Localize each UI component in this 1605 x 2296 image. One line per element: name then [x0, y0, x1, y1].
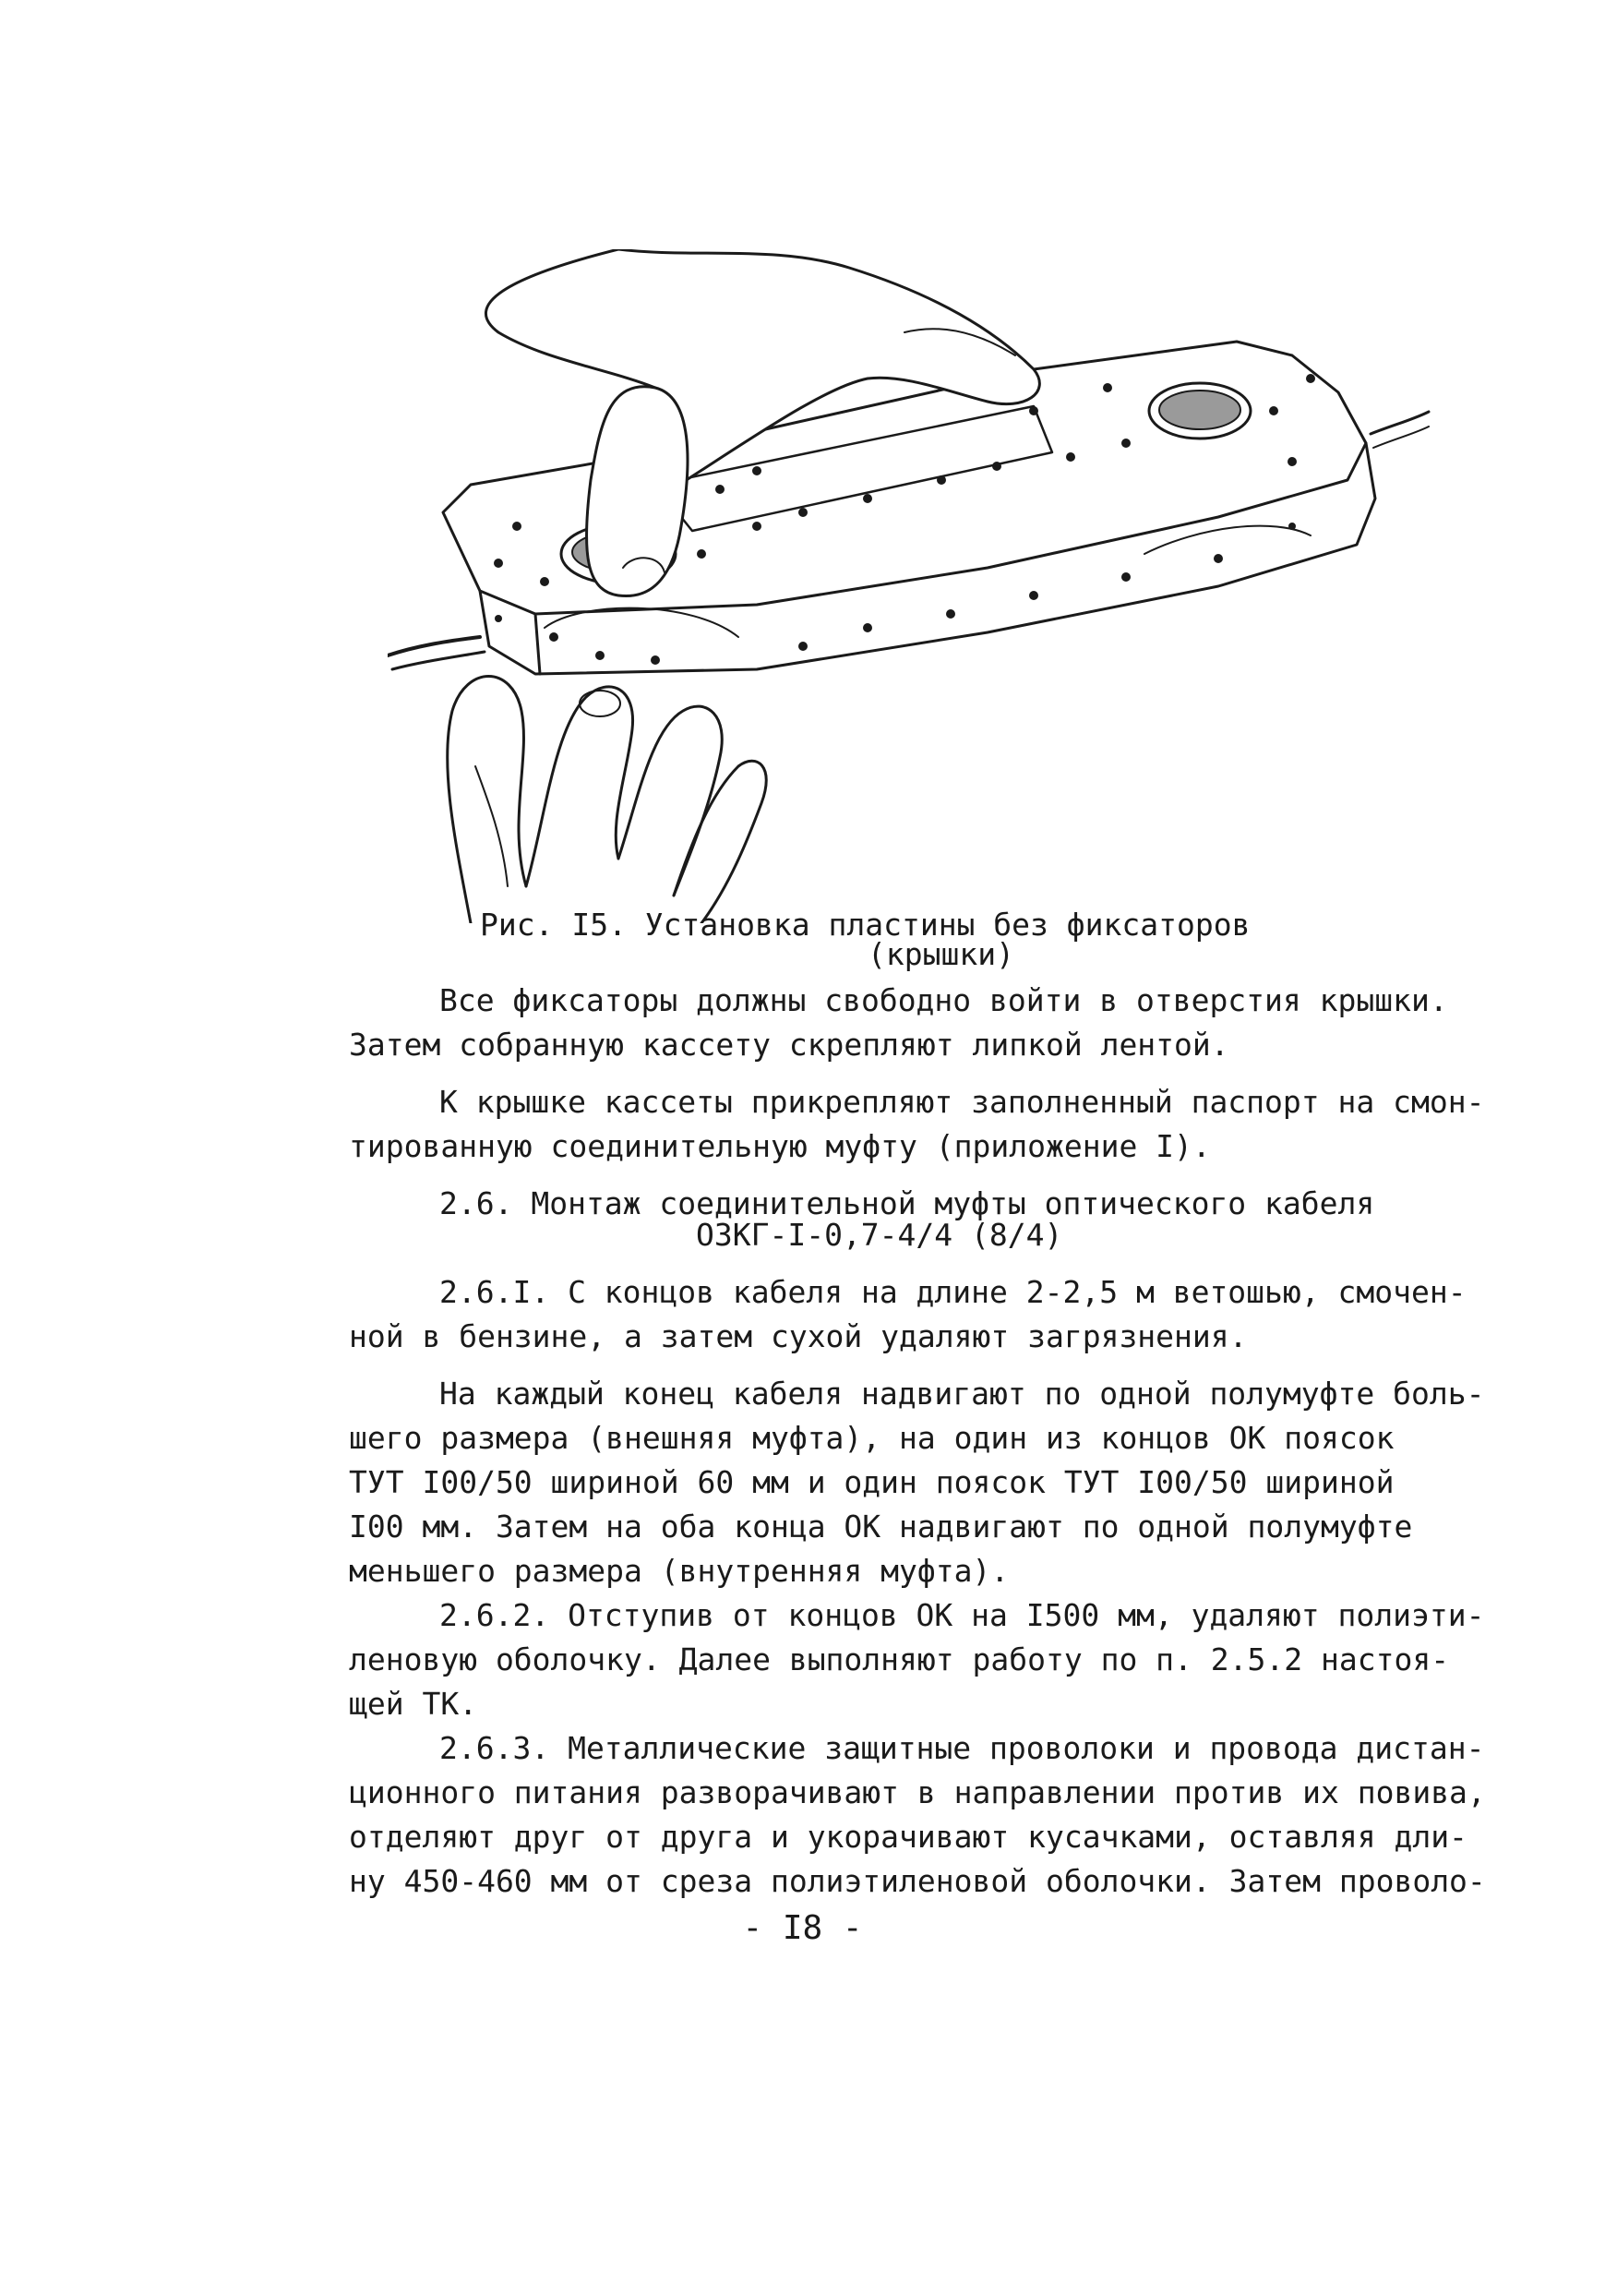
text-line: тированную соединительную муфту (приложение I). — [349, 1128, 1211, 1164]
text-line: 2.6.3. Металлические защитные проволоки и провода дистан- — [439, 1730, 1485, 1766]
section-heading-title: 2.6. Монтаж соединительной муфты оптического кабеля — [439, 1185, 1375, 1221]
paragraph-sleeves — [349, 1372, 1484, 1593]
figure-caption-subtitle: (крышки) — [868, 936, 1014, 972]
text-line: леновую оболочку. Далее выполняют работу по п. 2.5.2 настоя- — [349, 1641, 1450, 1677]
text-line: ционного питания разворачивают в направлении против их повива, — [349, 1774, 1486, 1810]
paragraph-2-6-2 — [349, 1593, 1484, 1726]
figure-caption-title: Рис. I5. Установка пластины без фиксаторов — [480, 907, 1251, 943]
text-line: На каждый конец кабеля надвигают по одной полумуфте боль- — [439, 1376, 1485, 1412]
paragraph-2-6-3 — [349, 1726, 1484, 1904]
text-line: К крышке кассеты прикрепляют заполненный паспорт на смон- — [439, 1084, 1485, 1120]
paragraph-fixators — [349, 979, 1484, 1067]
text-line: ТУТ I00/50 шириной 60 мм и один поясок ТУТ I00/50 шириной — [349, 1464, 1395, 1500]
text-line: щей ТК. — [349, 1686, 478, 1722]
text-line: 2.6.I. С концов кабеля на длине 2-2,5 м ветошью, смочен- — [439, 1274, 1467, 1310]
text-line: ну 450-460 мм от среза полиэтиленовой оболочки. Затем проволо- — [349, 1863, 1486, 1899]
figure-caption — [480, 907, 1403, 973]
page-number: - I8 - — [742, 1909, 863, 1947]
paragraph-passport — [349, 1080, 1484, 1169]
text-line: Все фиксаторы должны свободно войти в отверстия крышки. — [439, 982, 1448, 1018]
text-line: ной в бензине, а затем сухой удаляют загрязнения. — [349, 1318, 1248, 1354]
hands-holding-cassette-drawing — [388, 249, 1431, 923]
text-line: Затем собранную кассету скрепляют липкой лентой. — [349, 1027, 1229, 1063]
text-line: шего размера (внешняя муфта), на один из концов ОК поясок — [349, 1420, 1395, 1456]
text-line: отделяют друг от друга и укорачивают кусачками, оставляя дли- — [349, 1819, 1467, 1855]
section-heading-cable-code: ОЗКГ-I-0,7-4/4 (8/4) — [696, 1217, 1063, 1253]
paragraph-2-6-1 — [349, 1270, 1484, 1359]
section-heading — [349, 1182, 1484, 1257]
text-line: меньшего размера (внутренняя муфта). — [349, 1553, 1010, 1589]
text-line: I00 мм. Затем на оба конца ОК надвигают по одной полумуфте — [349, 1509, 1413, 1545]
figure-illustration — [388, 249, 1431, 923]
document-body — [349, 979, 1484, 1904]
text-line: 2.6.2. Отступив от концов ОК на I500 мм, удаляют полиэти- — [439, 1597, 1485, 1633]
